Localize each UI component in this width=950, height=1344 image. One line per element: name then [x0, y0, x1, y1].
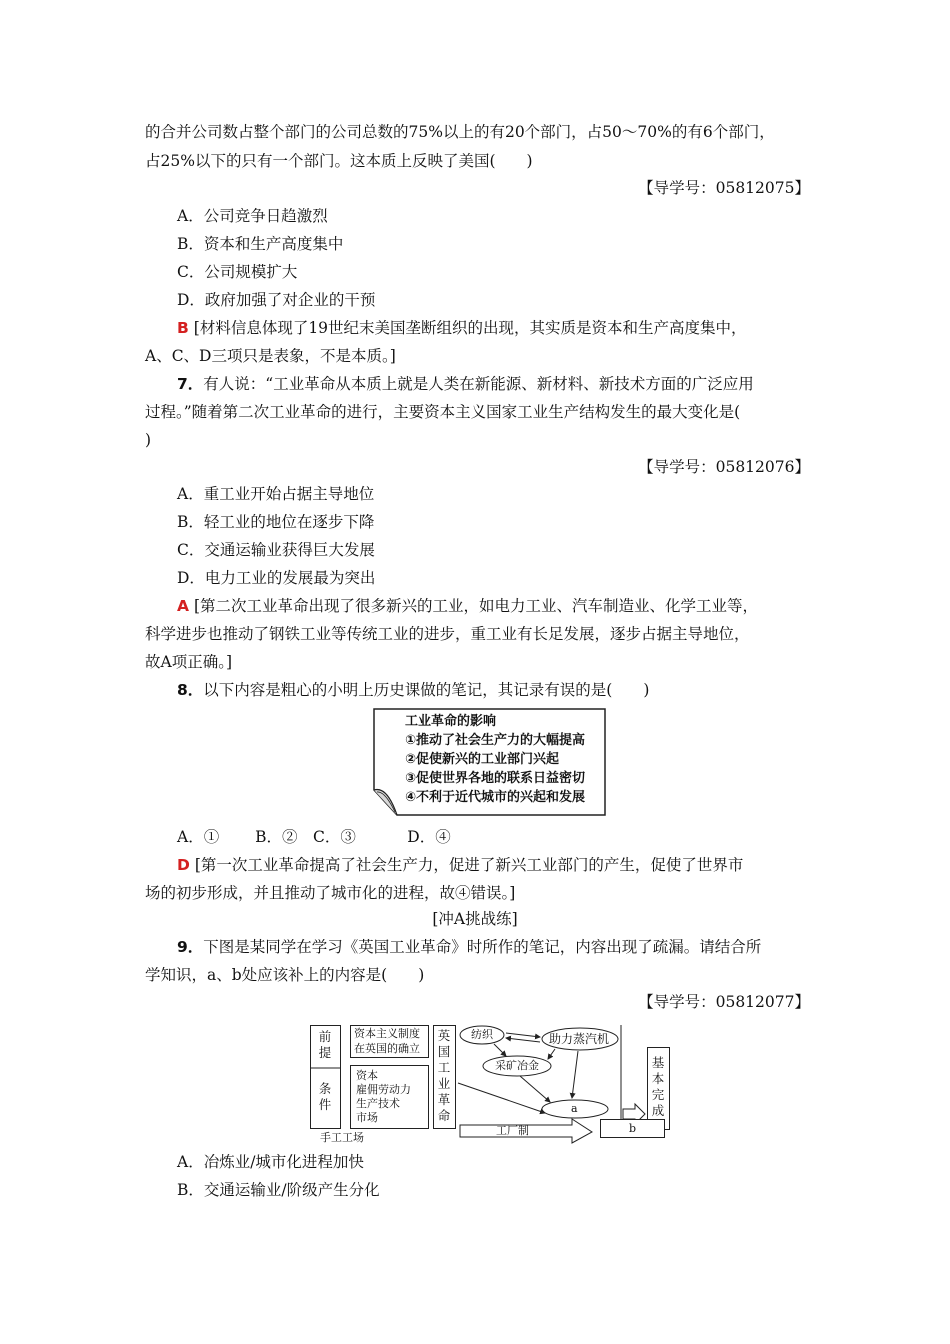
note-item-2: ②促使新兴的工业部门兴起	[405, 752, 560, 767]
diagram-premise-line2: 在英国的确立	[354, 1042, 420, 1055]
q7-stem-line3: )	[145, 431, 152, 449]
q9-stem-line1	[177, 937, 761, 957]
q7-explanation-line1	[177, 596, 758, 616]
diagram-condition-label: 条件	[318, 1081, 332, 1112]
diagram-condition-capital: 资本	[356, 1069, 378, 1082]
q7-number: 7．	[177, 375, 204, 393]
q7-explanation-text: [第二次工业革命出现了很多新兴的工业，如电力工业、汽车制造业、化学工业等，	[193, 597, 758, 615]
diagram-steam-engine: 助力蒸汽机	[549, 1032, 610, 1046]
diagram-workshop: 手工工场	[320, 1131, 364, 1144]
q8-explanation-line1	[177, 855, 743, 875]
q8-explanation-text: [第一次工业革命提高了社会生产力，促进了新兴工业部门的产生，促使了世界市	[194, 856, 744, 874]
q9-stem-text: 下图是某同学在学习《英国工业革命》时所作的笔记，内容出现了疏漏。请结合所	[203, 938, 762, 956]
diagram-blank-a: a	[571, 1102, 578, 1115]
q7-option-c: C．交通运输业获得巨大发展	[177, 541, 375, 559]
q7-answer-letter: A	[177, 597, 189, 615]
q6-answer-letter: B	[177, 319, 189, 337]
diagram-condition-labor: 雇佣劳动力	[356, 1083, 411, 1096]
diagram-complete-label: 基本完成	[651, 1055, 665, 1118]
q6-stem-line1: 的合并公司数占整个部门的公司总数的75%以上的有20个部门，占50～70%的有6个部门，	[145, 123, 775, 141]
diagram-revolution-label: 英国工业革命	[437, 1028, 451, 1123]
q9-option-a: A．冶炼业/城市化进程加快	[177, 1153, 364, 1171]
q8-stem	[177, 680, 649, 700]
note-item-4: ④不利于近代城市的兴起和发展	[405, 790, 586, 805]
q7-option-a: A．重工业开始占据主导地位	[177, 485, 375, 503]
q7-stem-text: 有人说：“工业革命从本质上就是人类在新能源、新材料、新技术方面的广泛应用	[203, 375, 754, 393]
q6-explanation-line1	[177, 318, 747, 338]
q8-stem-text: 以下内容是粗心的小明上历史课做的笔记，其记录有误的是( )	[203, 681, 650, 699]
q8-number: 8．	[177, 681, 204, 699]
q9-stem-line2: 学知识，a、b处应该补上的内容是( )	[145, 966, 425, 984]
diagram-textile: 纺织	[471, 1028, 493, 1041]
q6-option-b: B．资本和生产高度集中	[177, 235, 344, 253]
section-heading: [冲A挑战练]	[432, 910, 518, 928]
q7-option-d: D．电力工业的发展最为突出	[177, 569, 376, 587]
q7-explanation-line3: 故A项正确。]	[145, 653, 232, 671]
q9-guide-number: 【导学号：05812077】	[638, 993, 810, 1011]
diagram-premise-line1: 资本主义制度	[354, 1027, 420, 1040]
q7-stem-line1	[177, 374, 754, 394]
q6-stem-line2: 占25%以下的只有一个部门。这本质上反映了美国( )	[145, 152, 533, 170]
q9-number: 9．	[177, 938, 204, 956]
q8-answer-letter: D	[177, 856, 190, 874]
note-item-3: ③促使世界各地的联系日益密切	[405, 771, 586, 786]
note-title: 工业革命的影响	[405, 714, 497, 729]
industrial-revolution-diagram	[310, 1025, 680, 1145]
q7-explanation-line2: 科学进步也推动了钢铁工业等传统工业的进步，重工业有长足发展，逐步占据主导地位，	[145, 625, 750, 643]
diagram-condition-technology: 生产技术	[356, 1097, 400, 1110]
diagram-premise-label: 前提	[318, 1029, 332, 1060]
q6-option-a: A．公司竞争日趋激烈	[177, 207, 328, 225]
q7-stem-line2: 过程。”随着第二次工业革命的进行，主要资本主义国家工业生产结构发生的最大变化是(	[145, 403, 741, 421]
diagram-factory-system: 工厂制	[496, 1124, 529, 1137]
q8-options: A．① B．② C．③ D．④	[177, 828, 451, 846]
diagram-blank-b: b	[629, 1122, 637, 1135]
diagram-condition-market: 市场	[356, 1111, 378, 1124]
note-item-1: ①推动了社会生产力的大幅提高	[405, 733, 586, 748]
diagram-mining: 采矿冶金	[495, 1059, 539, 1072]
q6-guide-number: 【导学号：05812075】	[638, 179, 810, 197]
q6-option-c: C．公司规模扩大	[177, 263, 298, 281]
q7-option-b: B．轻工业的地位在逐步下降	[177, 513, 375, 531]
q8-explanation-line2: 场的初步形成，并且推动了城市化的进程，故④错误。]	[145, 884, 516, 902]
q7-guide-number: 【导学号：05812076】	[638, 458, 810, 476]
q6-explanation-text: [材料信息体现了19世纪末美国垄断组织的出现，其实质是资本和生产高度集中，	[193, 319, 747, 337]
q9-option-b: B．交通运输业/阶级产生分化	[177, 1181, 380, 1199]
q6-explanation-line2: A、C、D三项只是表象，不是本质。]	[145, 347, 396, 365]
q6-option-d: D．政府加强了对企业的干预	[177, 291, 376, 309]
note-card	[373, 708, 606, 816]
